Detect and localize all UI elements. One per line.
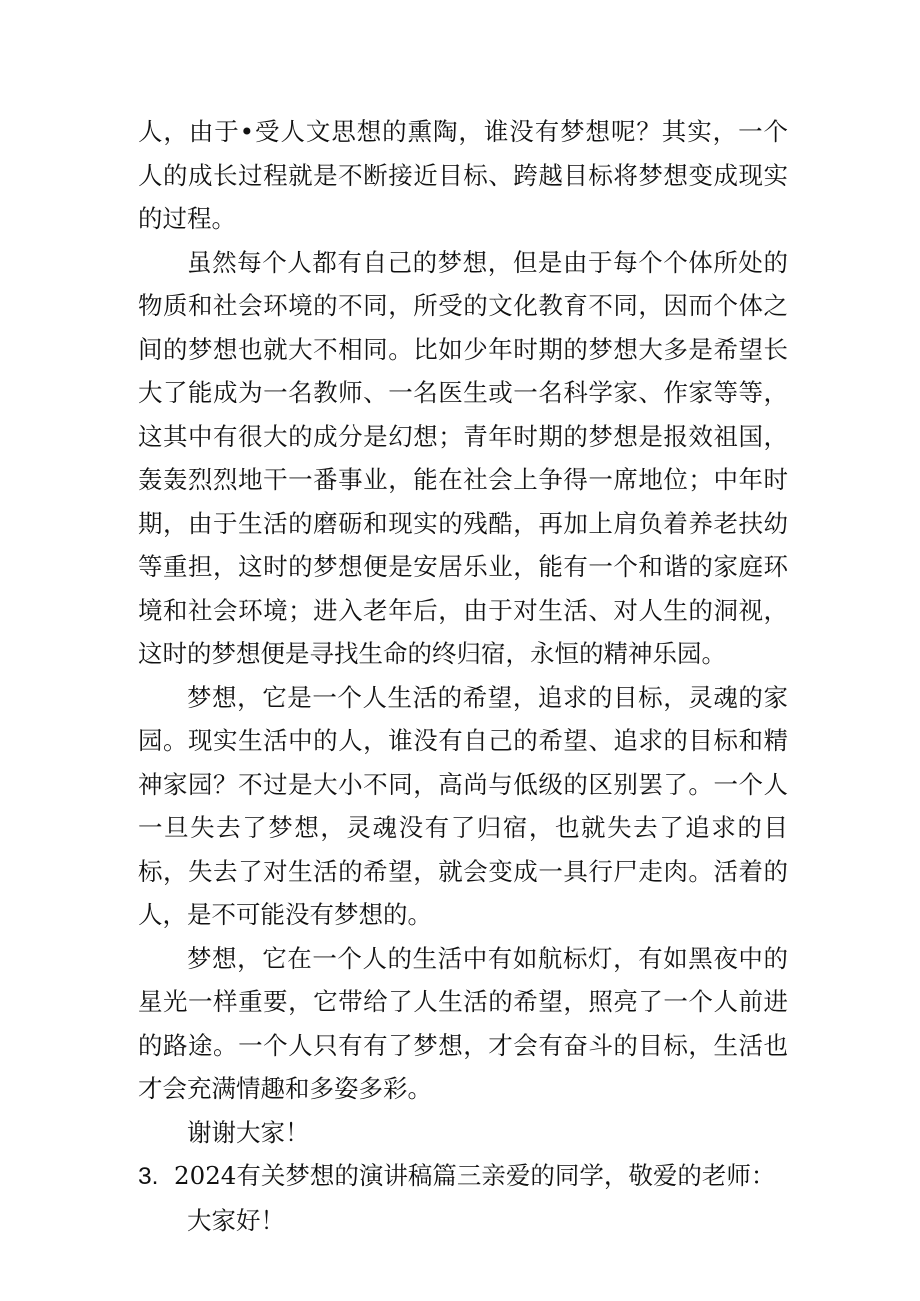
greeting: 大家好！: [187, 1205, 285, 1235]
section-number: 3.: [138, 1163, 159, 1190]
paragraph-2: 虽然每个人都有自己的梦想，但是由于每个个体所处的物质和社会环境的不同，所受的文化教育不同，因而个体之间的梦想也就大不相同。比如少年时期的梦想大多是希望长大了能成为一名教师、一名医生或一名科学家、作家等等，这其中有很大的成分是幻想；青年时期的梦想是报效祖国，轰轰烈烈地干一番事业，能在社会上争得一席地位；中年时期，由于生活的磨砺和现实的残酷，再加上肩负着养老扶幼等重担，这时的梦想便是安居乐业，能有一个和谐的家庭环境和社会环境；进入老年后，由于对生活、对人生的洞视，这时的梦想便是寻找生命的终归宿，永恒的精神乐园。: [138, 247, 788, 668]
paragraph-3: 梦想，它是一个人生活的希望，追求的目标，灵魂的家园。现实生活中的人，谁没有自己的希望、追求的目标和精神家园？不过是大小不同，高尚与低级的区别罢了。一个人一旦失去了梦想，灵魂没有了归宿，也就失去了追求的目标，失去了对生活的希望，就会变成一具行尸走肉。活着的人，是不可能没有梦想的。: [138, 682, 788, 929]
section-title: 2024有关梦想的演讲稿篇三亲爱的同学，敬爱的老师：: [174, 1161, 776, 1190]
section-heading: [138, 1154, 788, 1199]
paragraph-4: 梦想，它在一个人的生活中有如航标灯，有如黑夜中的星光一样重要，它带给了人生活的希望，照亮了一个人前进的路途。一个人只有有了梦想，才会有奋斗的目标，生活也才会充满情趣和多姿多彩。: [138, 943, 788, 1103]
document-body: [138, 110, 788, 1242]
paragraph-5-thanks: 谢谢大家！: [187, 1117, 310, 1147]
paragraph-1: 人，由于•受人文思想的熏陶，谁没有梦想呢？其实，一个人的成长过程就是不断接近目标、跨越目标将梦想变成现实的过程。: [138, 117, 788, 233]
